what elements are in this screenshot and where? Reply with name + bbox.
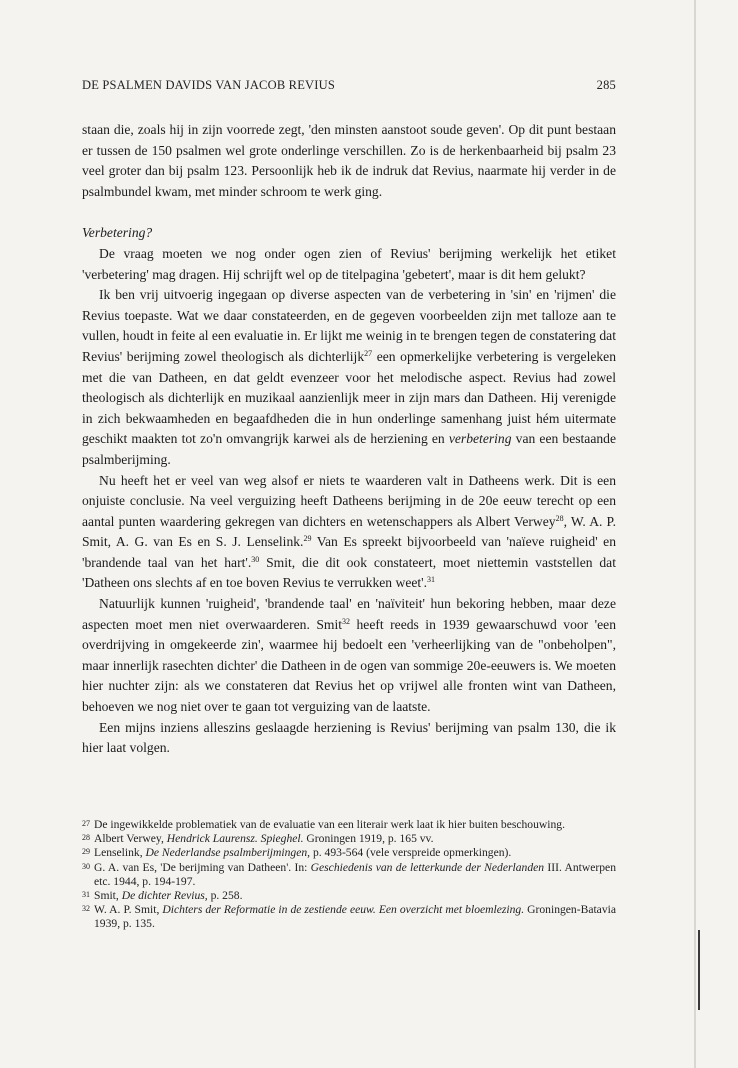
- page-number: 285: [596, 78, 616, 92]
- footnote-29: 29 Lenselink, De Nederlandse psalmberijmingen, p. 493-564 (vele verspreide opmerkingen).: [82, 846, 512, 860]
- footnote-ref-29: 29: [303, 534, 312, 544]
- binding-edge-mark: [698, 930, 700, 1010]
- footnotes: [82, 818, 616, 932]
- running-title: DE PSALMEN DAVIDS VAN JACOB REVIUS: [82, 78, 336, 92]
- footnote-ref-30: 30: [251, 554, 260, 564]
- footnote-ref-28: 28: [555, 513, 564, 523]
- paragraph-1: staan die, zoals hij in zijn voorrede zegt, 'den minsten aanstoot soude geven'. Op dit punt bestaan er tussen de 150 psalmen wel grote onderlinge verschillen. Zo is de herkenbaarheid bij psalm 23 veel groter dan bij psalm 123. Persoonlijk heb ik de indruk dat Revius, naarmate hij verder in de psalmbundel kwam, met minder schroom te werk ging.: [82, 122, 616, 199]
- paragraph-2: De vraag moeten we nog onder ogen zien of Revius' berijming werkelijk het etiket 'verbetering' mag dragen. Hij schrijft wel op de titelpagina 'gebetert', maar is dit hem gelukt?: [82, 245, 616, 282]
- footnote-27: 27 De ingewikkelde problematiek van de evaluatie van een literair werk laat ik hier buiten beschouwing.: [82, 818, 565, 831]
- section-heading: Verbetering?: [82, 225, 153, 241]
- page-edge-shadow: [694, 0, 696, 1068]
- footnote-ref-31: 31: [427, 575, 436, 585]
- footnote-31: 31 Smit, De dichter Revius, p. 258.: [82, 889, 243, 903]
- footnote-ref-32: 32: [342, 616, 351, 626]
- paragraph-3: Ik ben vrij uitvoerig ingegaan op diverse aspecten van de verbetering in 'sin' en 'rijmen' die Revius toepaste. Wat we daar constateerden, en de gegeven voorbeelden zijn met talloze aan te vullen, houdt in feite al een evaluatie in. Er lijkt me weinig in te brengen tegen de constatering dat Revius' berijming zowel theologisch als dichterlijk$^{27}$ een opmerkelijke verbetering is vergeleken met die van Datheen, en dat geldt evenzeer voor het melodische aspect. Revius had zowel theologisch als dichterlijk en muzikaal aanzienlijk meer in zijn mars dan Datheen. Hij verenigde in zich bekwaamheden en begaafdheden die in hun onderlinge samenhang juist hém uitermate geschikt maakten tot zo'n omvangrijk karwei als de herziening en verbetering van een bestaande psalmberijming.: [82, 287, 617, 467]
- paragraph-5: Natuurlijk kunnen 'ruigheid', 'brandende taal' en 'naïviteit' hun bekoring hebben, maar deze aspecten moet men niet overwaarderen. Smit$^{32}$ heeft reeds in 1939 gewaarschuwd voor 'een overdrijving in omgekeerde zin', waarmee hij bedoelt een 'verheerlijking van de "onbeholpen", maar innerlijk rasechten dichter' die Datheen in de ogen van sommige 20e-eeuwers is. We moeten hier nuchter zijn: als we constateren dat Revius het op vrijwel alle fronten wint van Datheen, behoeven we nog niet over te gaan tot verguizing van de laatste.: [82, 596, 616, 715]
- paragraph-4: Nu heeft het er veel van weg alsof er niets te waarderen valt in Datheens werk. Dit is een onjuiste conclusie. Na veel verguizing heeft Datheens berijming in de 20e eeuw terecht op een aantal punten waardering gekregen van dichters en wetenschappers als Albert Verwey$^{28}$, W. A. P. Smit, A. G. van Es en S. J. Lenselink.$^{29}$ Van Es spreekt bijvoorbeeld van 'naïeve ruigheid' en 'brandende taal van het hart'.$^{30}$ Smit, die dit ook constateert, moet niettemin vaststellen dat 'Datheen ons slechts af en toe boven Revius te verrukken weet'.$^{31}$: [82, 472, 617, 591]
- footnote-28: 28 Albert Verwey, Hendrick Laurensz. Spieghel. Groningen 1919, p. 165 vv.: [82, 832, 434, 846]
- footnote-30: 30 G. A. van Es, 'De berijming van Datheen'. In: Geschiedenis van de letterkunde der Nederlanden III. Antwerpen etc. 1944, p. 194-197.: [82, 860, 617, 888]
- paragraph-6: Een mijns inziens alleszins geslaagde herziening is Revius' berijming van psalm 130, die ik hier laat volgen.: [82, 719, 616, 756]
- footnote-32: 32 W. A. P. Smit, Dichters der Reformatie in de zestiende eeuw. Een overzicht met bloemlezing. Groningen-Batavia 1939, p. 135.: [82, 903, 616, 931]
- body-text: [82, 120, 616, 759]
- footnote-ref-27: 27: [364, 348, 373, 358]
